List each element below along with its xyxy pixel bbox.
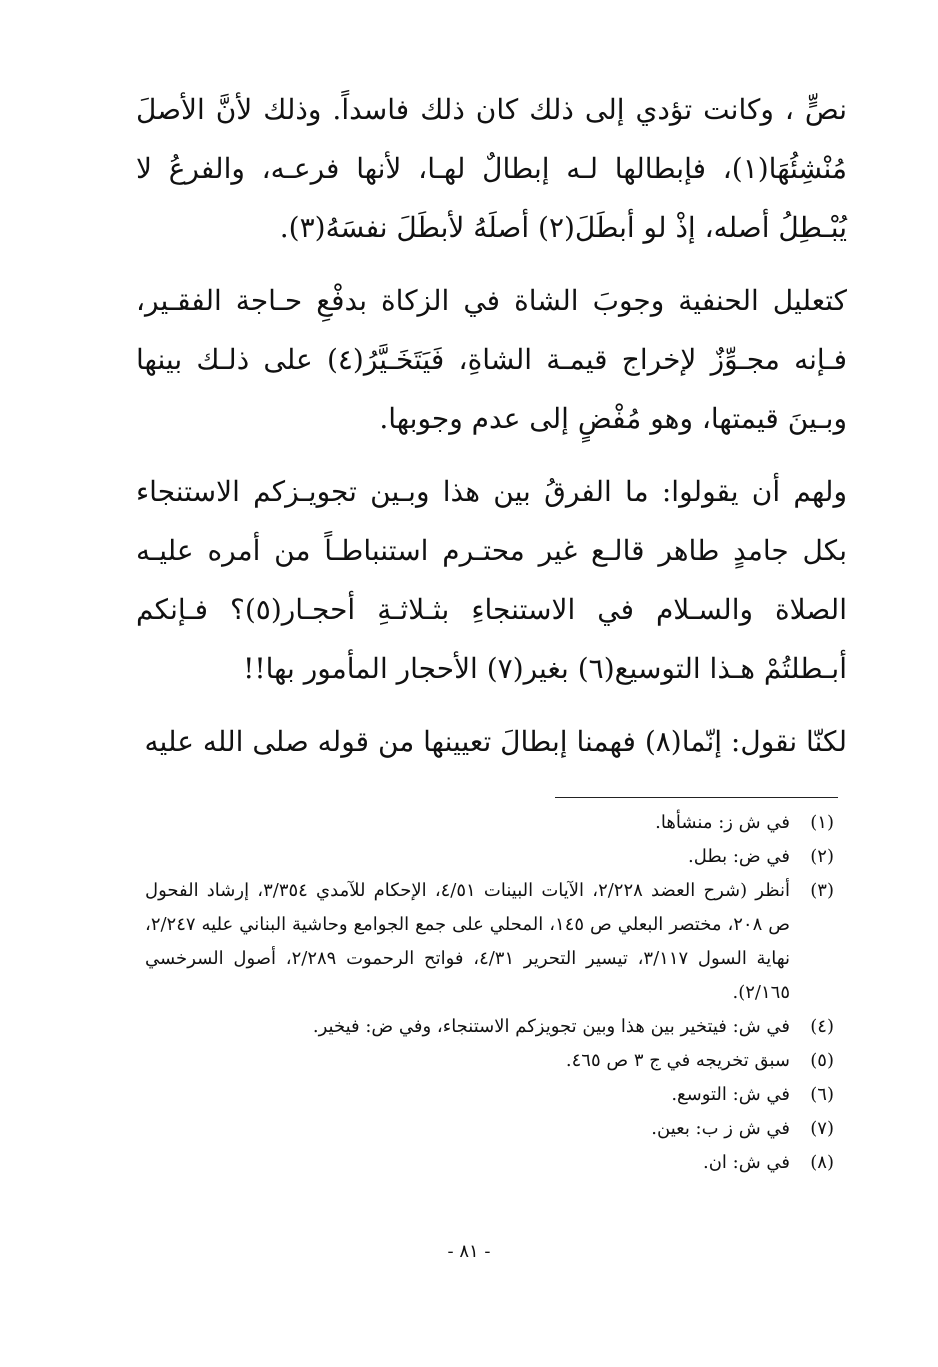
footnote-number: (١) (810, 812, 834, 833)
footnote-divider (555, 797, 838, 798)
footnote-1 (145, 806, 834, 840)
footnote-2 (145, 840, 834, 874)
paragraph-4: لكنّا نقول: إنّما(٨) فهمنا إبطالَ تعيينها من قوله صلى الله عليه (144, 725, 847, 758)
footnote-text: في ض: بطل. (687, 846, 790, 867)
paragraph-2: كتعليل الحنفية وجوبَ الشاة في الزكاة بدفْعِ حـاجة الفقـير، فـإنه مجـوِّزٌ لإخراج قيمـة الشاةِ، فَيَتَخَـيَّرُ(٤) على ذلـك بينها وبـينَ قيمتها، وهو مُفْضٍ إلى عدم وجوبها. (136, 284, 847, 435)
footnote-text: سبق تخريجه في ج ٣ ص ٤٦٥. (565, 1050, 790, 1071)
footnote-number: (٨) (810, 1152, 834, 1173)
footnote-number: (٤) (810, 1016, 834, 1037)
footnotes (145, 806, 834, 1180)
footnote-text: في ش ز ب: بعين. (651, 1118, 790, 1139)
footnote-8 (145, 1146, 834, 1180)
footnote-number: (٧) (810, 1118, 834, 1139)
paragraph-1: نصٍّ ، وكانت تؤدي إلى ذلك كان ذلك فاسداً. وذلك لأنَّ الأصلَ مُنْشِئُهَا(١)، فإبطالها لـه إبطالٌ لهـا، لأنها فرعـه، والفرعُ لا يُبْـطِلُ أصله، إذْ لو أبطَلَ(٢) أصلَهُ لأبطَلَ نفسَهُ(٣). (136, 93, 848, 244)
footnote-4 (145, 1010, 834, 1044)
footnote-5 (145, 1044, 834, 1078)
footnote-7 (145, 1112, 834, 1146)
footnote-text: في ش: ان. (702, 1152, 790, 1173)
footnote-6 (145, 1078, 834, 1112)
main-text (136, 80, 847, 771)
footnote-text: في ش ز: منشأها. (655, 812, 790, 833)
footnote-number: (٣) (810, 880, 834, 901)
footnote-number: (٢) (810, 846, 834, 867)
footnote-text: في ش: فيتخير بين هذا وبين تجويزكم الاستنجاء، وفي ض: فيخير. (312, 1016, 790, 1037)
footnote-number: (٥) (810, 1050, 834, 1071)
footnote-text: أنظر (شرح العضد ٢/٢٢٨، الآيات البينات ٤/٥١، الإحكام للآمدي ٣/٣٥٤، إرشاد الفحول ص ٢٠٨، مختصر البعلي ص ١٤٥، المحلي على جمع الجوامع وحاشية البناني عليه ٢/٢٤٧، نهاية السول ٣/١١٧، تيسير التحرير ٤/٣١، فواتح الرحموت ٢/٢٨٩، أصول السرخسي ٢/١٦٥). (145, 880, 791, 1003)
paragraph-3: ولهم أن يقولوا: ما الفرقُ بين هذا وبـين تجويـزكم الاستنجاء بكل جامدٍ طاهر قالـع غير محتـرم استنباطـاً من أمره عليـه الصلاة والسـلام في الاستنجاءِ بثـلاثـةِ أحجـار(٥)؟ فـإنكم أبـطلتُمْ هـذا التوسيع(٦) بغير(٧) الأحجار المأمور بها!! (136, 475, 847, 685)
footnote-3 (145, 874, 834, 1010)
page-number: - ٨١ - (447, 1241, 491, 1262)
footnote-number: (٦) (810, 1084, 834, 1105)
footnote-text: في ش: التوسع. (671, 1084, 790, 1105)
